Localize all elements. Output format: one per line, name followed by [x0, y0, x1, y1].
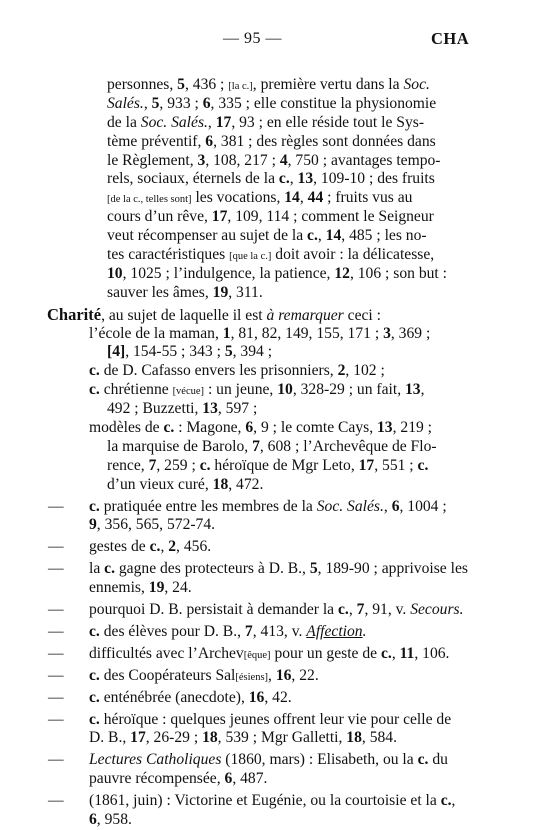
text-line: 10, 1025 ; l’indulgence, la patience, 12, 106 ; son but :	[107, 264, 447, 282]
text-line: la marquise de Barolo, 7, 608 ; l’Archevêque de Flo-	[107, 437, 437, 455]
text-line: rence, 7, 259 ; c. héroïque de Mgr Leto, 17, 551 ; c.	[107, 456, 429, 474]
text-line: pourquoi D. B. persistait à demander la c., 7, 91, v. Secours.	[89, 601, 464, 619]
text-line: Charité, au sujet de laquelle il est à remarquer ceci :	[47, 304, 381, 324]
index-subentry-dashed	[0, 538, 537, 557]
index-subentry-dashed	[0, 645, 537, 664]
em-dash-marker: —	[48, 644, 64, 662]
text-line: c. de D. Cafasso envers les prisonniers, 2, 102 ;	[89, 362, 385, 380]
index-subentry-dashed	[0, 667, 537, 686]
text-line: l’école de la maman, 1, 81, 82, 149, 155, 171 ; 3, 369 ;	[89, 324, 431, 342]
em-dash-marker: —	[48, 622, 64, 640]
text-line: d’un vieux curé, 18, 472.	[107, 475, 264, 493]
em-dash-marker: —	[48, 710, 64, 728]
text-line: 9, 356, 565, 572-74.	[89, 516, 216, 534]
text-line: tème préventif, 6, 381 ; des règles sont données dans	[107, 132, 436, 150]
text-line: (1861, juin) : Victorine et Eugénie, ou la courtoisie et la c.,	[89, 792, 456, 810]
em-dash-marker: —	[48, 792, 64, 810]
text-line: Salés., 5, 933 ; 6, 335 ; elle constitue la physionomie	[107, 94, 437, 112]
text-line: modèles de c. : Magone, 6, 9 ; le comte Cays, 13, 219 ;	[89, 419, 433, 437]
text-line: D. B., 17, 26-29 ; 18, 539 ; Mgr Galletti, 18, 584.	[89, 729, 397, 747]
text-line: cours d’un rêve, 17, 109, 114 ; comment le Seigneur	[107, 208, 434, 226]
em-dash-marker: —	[48, 560, 64, 578]
text-line: c. héroïque : quelques jeunes offrent leur vie pour celle de	[89, 710, 452, 728]
text-line: rels, sociaux, éternels de la c., 13, 109-10 ; des fruits	[107, 170, 435, 188]
index-subentry-dashed	[0, 560, 537, 598]
text-line: c. des élèves pour D. B., 7, 413, v. Affection.	[89, 622, 367, 640]
text-line: le Règlement, 3, 108, 217 ; 4, 750 ; avantages tempo-	[107, 151, 441, 169]
index-subentry	[0, 362, 537, 381]
text-line: veut récompenser au sujet de la c., 14, 485 ; les no-	[107, 227, 427, 245]
index-entry-continuation	[0, 76, 537, 303]
em-dash-marker: —	[48, 751, 64, 769]
index-subentry	[0, 419, 537, 495]
text-line: [de la c., telles sont] les vocations, 14, 44 ; fruits vus au	[107, 189, 413, 207]
page-header	[0, 30, 537, 50]
text-line: sauver les âmes, 19, 311.	[107, 283, 263, 301]
text-line: tes caractéristiques [que la c.] doit avoir : la délicatesse,	[107, 246, 435, 264]
index-subentry	[0, 381, 537, 419]
text-line: c. des Coopérateurs Sal[ésiens], 16, 22.	[89, 666, 319, 684]
running-head: CHA	[431, 29, 470, 48]
index-subentry-dashed	[0, 711, 537, 749]
text-line: personnes, 5, 436 ; [la c.], première vertu dans la Soc.	[107, 76, 430, 93]
em-dash-marker: —	[48, 601, 64, 619]
text-line: difficultés avec l’Archev[êque] pour un geste de c., 11, 106.	[89, 644, 450, 662]
text-line: c. pratiquée entre les membres de la Soc. Salés., 6, 1004 ;	[89, 497, 447, 515]
text-line: ennemis, 19, 24.	[89, 579, 192, 597]
index-subentry-dashed	[0, 751, 537, 789]
text-line: [4], 154-55 ; 343 ; 5, 394 ;	[107, 343, 273, 361]
text-line: la c. gagne des protecteurs à D. B., 5, 189-90 ; apprivoise les	[89, 560, 468, 578]
text-line: gestes de c., 2, 456.	[89, 538, 212, 556]
text-line: pauvre récompensée, 6, 487.	[89, 770, 268, 788]
index-subentry	[0, 325, 537, 363]
text-line: c. chrétienne [vécue] : un jeune, 10, 328-29 ; un fait, 13,	[89, 381, 425, 399]
index-headword-entry	[0, 306, 537, 325]
index-content	[0, 76, 537, 830]
index-subentry-dashed	[0, 601, 537, 620]
index-subentry-dashed	[0, 792, 537, 830]
page-number: — 95 —	[223, 30, 282, 47]
text-line: c. enténébrée (anecdote), 16, 42.	[89, 688, 292, 706]
index-subentry-dashed	[0, 689, 537, 708]
em-dash-marker: —	[48, 497, 64, 515]
index-subentry-dashed	[0, 498, 537, 536]
text-line: Lectures Catholiques (1860, mars) : Elisabeth, ou la c. du	[89, 751, 448, 769]
text-line: 6, 958.	[89, 810, 132, 828]
text-line: de la Soc. Salés., 17, 93 ; en elle réside tout le Sys-	[107, 113, 425, 131]
em-dash-marker: —	[48, 538, 64, 556]
index-subentry-dashed	[0, 623, 537, 642]
em-dash-marker: —	[48, 666, 64, 684]
em-dash-marker: —	[48, 688, 64, 706]
text-line: 492 ; Buzzetti, 13, 597 ;	[107, 400, 258, 418]
